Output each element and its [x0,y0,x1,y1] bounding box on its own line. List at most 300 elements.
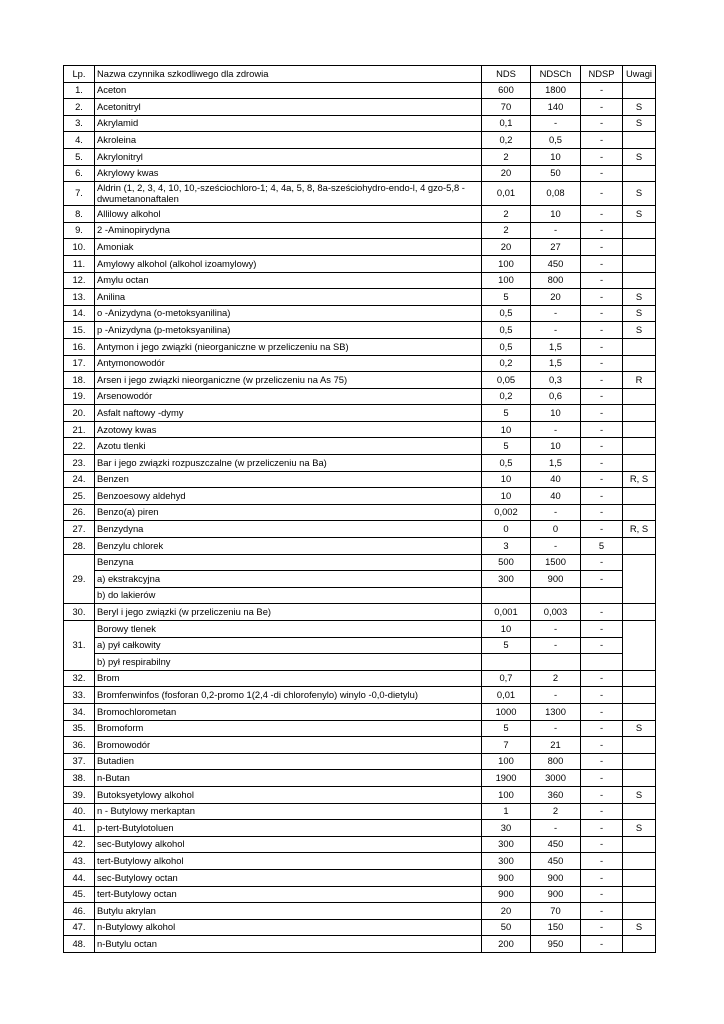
table-row [64,521,656,538]
row-ndsch: 900 [531,886,581,903]
row-ndsp: - [581,421,623,438]
row-ndsch: - [531,538,581,555]
row-nds: 900 [482,886,531,903]
row-ndsch: 10 [531,438,581,455]
row-ndsch: 20 [531,289,581,306]
row-ndsch: 21 [531,737,581,754]
row-nds: 300 [482,853,531,870]
row-uwagi: S [623,182,656,206]
table-row [64,182,656,206]
row-ndsp: - [581,504,623,521]
table-row [64,405,656,422]
header-ndsp: NDSP [581,66,623,83]
row-nds: 0,1 [482,115,531,132]
row-ndsp: - [581,753,623,770]
table-row [64,255,656,272]
row-ndsch: 0,08 [531,182,581,206]
row-uwagi [623,355,656,372]
row-uwagi [623,554,656,604]
row-ndsch [531,587,581,604]
row-ndsp: - [581,305,623,322]
row-uwagi [623,488,656,505]
row-lp: 28. [64,538,95,555]
header-row [64,66,656,83]
row-ndsp: - [581,182,623,206]
row-ndsp: - [581,853,623,870]
row-nds: 7 [482,737,531,754]
table-row [64,687,656,704]
row-ndsp: - [581,670,623,687]
row-nds: 10 [482,488,531,505]
row-nds: 10 [482,621,531,638]
row-uwagi [623,388,656,405]
row-lp: 17. [64,355,95,372]
table-row [64,886,656,903]
table-row [64,322,656,339]
row-ndsch: 1300 [531,703,581,720]
table-row [64,99,656,116]
row-ndsp: - [581,936,623,953]
exposure-limits-table [63,65,656,953]
row-ndsch: 800 [531,272,581,289]
table-row [64,388,656,405]
row-nds: 50 [482,919,531,936]
table-row [64,654,656,671]
row-uwagi [623,239,656,256]
table-row [64,372,656,389]
row-name: Bromfenwinfos (fosforan 0,2-promo 1(2,4 -di chlorofenylo) winylo -0,0-dietylu) [95,687,482,704]
row-ndsch: 2 [531,803,581,820]
table-row [64,488,656,505]
row-uwagi: S [623,99,656,116]
row-uwagi [623,936,656,953]
row-ndsch: 1,5 [531,338,581,355]
row-ndsch: - [531,820,581,837]
row-uwagi [623,255,656,272]
table-row [64,554,656,571]
row-ndsch: - [531,621,581,638]
row-uwagi [623,405,656,422]
row-ndsch: 950 [531,936,581,953]
row-lp: 25. [64,488,95,505]
table-row [64,132,656,149]
table-row [64,289,656,306]
row-uwagi: S [623,206,656,223]
row-lp: 40. [64,803,95,820]
table-row [64,637,656,654]
row-ndsch: 1500 [531,554,581,571]
header-name: Nazwa czynnika szkodliwego dla zdrowia [95,66,482,83]
table-row [64,82,656,99]
row-ndsp: - [581,206,623,223]
table-row [64,504,656,521]
row-uwagi [623,836,656,853]
row-nds: 2 [482,222,531,239]
table-row [64,703,656,720]
row-ndsp: - [581,919,623,936]
row-name: Asfalt naftowy -dymy [95,405,482,422]
row-name: Arsen i jego związki nieorganiczne (w przeliczeniu na As 75) [95,372,482,389]
row-uwagi [623,687,656,704]
row-ndsch: 2 [531,670,581,687]
row-name: a) ekstrakcyjna [95,571,482,588]
row-ndsch: - [531,637,581,654]
header-uwagi: Uwagi [623,66,656,83]
row-uwagi: S [623,820,656,837]
row-ndsp: - [581,770,623,787]
table-row [64,272,656,289]
row-uwagi [623,222,656,239]
row-lp: 32. [64,670,95,687]
row-name: Benzydyna [95,521,482,538]
row-ndsch: 150 [531,919,581,936]
row-name: Amoniak [95,239,482,256]
row-lp: 38. [64,770,95,787]
row-lp: 10. [64,239,95,256]
row-name: Bar i jego związki rozpuszczalne (w przeliczeniu na Ba) [95,455,482,472]
row-uwagi [623,272,656,289]
row-name: n - Butylowy merkaptan [95,803,482,820]
row-name: sec-Butylowy alkohol [95,836,482,853]
row-ndsp: - [581,148,623,165]
row-nds [482,587,531,604]
row-name: o -Anizydyna (o-metoksyanilina) [95,305,482,322]
row-nds: 0,2 [482,355,531,372]
row-ndsch: 0,3 [531,372,581,389]
table-row [64,621,656,638]
row-nds: 20 [482,903,531,920]
row-ndsp: - [581,272,623,289]
table-row [64,770,656,787]
row-ndsp: - [581,255,623,272]
row-ndsp: - [581,703,623,720]
row-uwagi [623,338,656,355]
row-ndsp: - [581,554,623,571]
table-row [64,587,656,604]
row-name: Akrylowy kwas [95,165,482,182]
table-row [64,239,656,256]
row-name: Azotu tlenki [95,438,482,455]
row-nds: 1000 [482,703,531,720]
row-lp: 6. [64,165,95,182]
header-lp: Lp. [64,66,95,83]
row-nds: 1900 [482,770,531,787]
row-nds: 0,2 [482,132,531,149]
row-ndsch: - [531,222,581,239]
row-name: Borowy tlenek [95,621,482,638]
row-ndsch: 450 [531,853,581,870]
row-lp: 24. [64,471,95,488]
row-uwagi [623,421,656,438]
table-row [64,471,656,488]
row-nds: 0,5 [482,338,531,355]
row-uwagi [623,670,656,687]
row-name: Benzylu chlorek [95,538,482,555]
row-nds: 100 [482,255,531,272]
row-lp: 46. [64,903,95,920]
row-name: n-Butylu octan [95,936,482,953]
row-nds: 0,5 [482,305,531,322]
row-uwagi [623,438,656,455]
row-nds: 100 [482,786,531,803]
row-name: Akrylamid [95,115,482,132]
row-ndsp: - [581,836,623,853]
row-ndsch: 27 [531,239,581,256]
row-nds: 1 [482,803,531,820]
row-lp: 11. [64,255,95,272]
row-name: tert-Butylowy alkohol [95,853,482,870]
table-row [64,720,656,737]
row-ndsch: 0,6 [531,388,581,405]
row-lp: 35. [64,720,95,737]
row-nds: 20 [482,239,531,256]
table-row [64,753,656,770]
row-uwagi [623,770,656,787]
row-ndsp: - [581,521,623,538]
table-row [64,421,656,438]
row-uwagi [623,869,656,886]
row-nds: 600 [482,82,531,99]
row-lp: 15. [64,322,95,339]
row-nds: 20 [482,165,531,182]
row-lp: 33. [64,687,95,704]
row-lp: 4. [64,132,95,149]
row-ndsp: - [581,471,623,488]
table-row [64,803,656,820]
row-lp: 22. [64,438,95,455]
row-ndsch: 0,003 [531,604,581,621]
row-ndsp: - [581,869,623,886]
row-uwagi [623,621,656,671]
row-lp: 7. [64,182,95,206]
row-uwagi: S [623,148,656,165]
row-uwagi: S [623,289,656,306]
row-uwagi [623,604,656,621]
row-ndsch: 40 [531,488,581,505]
row-nds: 5 [482,289,531,306]
row-uwagi: R, S [623,521,656,538]
row-ndsch: 900 [531,571,581,588]
row-lp: 47. [64,919,95,936]
row-ndsch: 800 [531,753,581,770]
row-ndsch: 1800 [531,82,581,99]
row-name: Butylu akrylan [95,903,482,920]
row-ndsp: - [581,165,623,182]
row-ndsp: - [581,637,623,654]
row-lp: 9. [64,222,95,239]
row-ndsp: - [581,803,623,820]
row-uwagi [623,165,656,182]
table-row [64,737,656,754]
row-lp: 2. [64,99,95,116]
row-name: Aldrin (1, 2, 3, 4, 10, 10,-sześciochloro-1; 4, 4a, 5, 8, 8a-sześciohydro-endo-l, 4 gzo-5,8 -dwumetanonaftalen [95,182,482,206]
row-uwagi [623,538,656,555]
row-nds: 0,05 [482,372,531,389]
row-nds: 200 [482,936,531,953]
row-uwagi: R [623,372,656,389]
row-lp: 5. [64,148,95,165]
row-lp: 36. [64,737,95,754]
row-nds: 5 [482,405,531,422]
row-nds: 0,002 [482,504,531,521]
row-nds: 0,01 [482,687,531,704]
row-uwagi [623,703,656,720]
row-uwagi: S [623,786,656,803]
row-lp: 20. [64,405,95,422]
row-name: a) pył całkowity [95,637,482,654]
row-nds [482,654,531,671]
row-ndsp: - [581,820,623,837]
row-uwagi: S [623,322,656,339]
row-uwagi [623,132,656,149]
row-name: Antymon i jego związki (nieorganiczne w przeliczeniu na SB) [95,338,482,355]
row-lp: 16. [64,338,95,355]
row-lp: 48. [64,936,95,953]
row-name: Bromochlorometan [95,703,482,720]
row-nds: 5 [482,637,531,654]
row-ndsp: - [581,687,623,704]
row-lp: 3. [64,115,95,132]
row-ndsch: 140 [531,99,581,116]
table-row [64,853,656,870]
table-row [64,538,656,555]
row-ndsp: - [581,239,623,256]
row-name: Benzen [95,471,482,488]
row-uwagi [623,737,656,754]
row-ndsp: - [581,289,623,306]
row-ndsp: - [581,99,623,116]
row-name: Acetonitryl [95,99,482,116]
row-ndsp: 5 [581,538,623,555]
table-row [64,355,656,372]
table-row [64,206,656,223]
row-name: Aceton [95,82,482,99]
row-ndsp: - [581,488,623,505]
row-name: tert-Butylowy octan [95,886,482,903]
row-ndsch: - [531,305,581,322]
row-ndsp: - [581,455,623,472]
table-row [64,115,656,132]
row-ndsch: 10 [531,405,581,422]
table-row [64,919,656,936]
row-lp: 19. [64,388,95,405]
row-ndsch [531,654,581,671]
row-ndsch: - [531,687,581,704]
row-uwagi: S [623,305,656,322]
row-ndsp: - [581,388,623,405]
table-row [64,222,656,239]
row-uwagi: S [623,115,656,132]
row-ndsch: 10 [531,206,581,223]
row-lp: 14. [64,305,95,322]
row-lp: 42. [64,836,95,853]
table-row [64,786,656,803]
row-lp: 29. [64,554,95,604]
row-lp: 26. [64,504,95,521]
row-lp: 31. [64,621,95,671]
row-name: Amylu octan [95,272,482,289]
row-ndsp: - [581,786,623,803]
row-nds: 2 [482,206,531,223]
row-ndsch: 1,5 [531,455,581,472]
row-ndsp: - [581,222,623,239]
row-ndsch: - [531,322,581,339]
row-lp: 34. [64,703,95,720]
row-ndsch: 450 [531,255,581,272]
row-name: Antymonowodór [95,355,482,372]
row-name: n-Butylowy alkohol [95,919,482,936]
row-nds: 500 [482,554,531,571]
row-name: b) do lakierów [95,587,482,604]
table-row [64,165,656,182]
row-uwagi [623,903,656,920]
row-ndsp: - [581,903,623,920]
row-name: Allilowy alkohol [95,206,482,223]
row-ndsch: 40 [531,471,581,488]
row-nds: 100 [482,272,531,289]
row-ndsp: - [581,737,623,754]
row-ndsp: - [581,82,623,99]
row-nds: 300 [482,836,531,853]
row-nds: 0 [482,521,531,538]
row-ndsch: - [531,720,581,737]
row-ndsp: - [581,405,623,422]
table-row [64,305,656,322]
row-name: p-tert-Butylotoluen [95,820,482,837]
row-nds: 300 [482,571,531,588]
row-name: n-Butan [95,770,482,787]
row-ndsch: 3000 [531,770,581,787]
row-uwagi [623,853,656,870]
row-name: Benzo(a) piren [95,504,482,521]
table-row [64,338,656,355]
table-row [64,820,656,837]
row-lp: 45. [64,886,95,903]
row-ndsch: 1,5 [531,355,581,372]
row-name: b) pył respirabilny [95,654,482,671]
row-lp: 43. [64,853,95,870]
row-uwagi: S [623,919,656,936]
table-row [64,670,656,687]
row-ndsch: - [531,504,581,521]
row-ndsch: 0 [531,521,581,538]
row-lp: 44. [64,869,95,886]
row-name: Benzoesowy aldehyd [95,488,482,505]
table-row [64,836,656,853]
row-ndsch: - [531,421,581,438]
row-ndsp: - [581,338,623,355]
row-nds: 10 [482,421,531,438]
row-nds: 5 [482,438,531,455]
row-lp: 13. [64,289,95,306]
row-ndsch: 900 [531,869,581,886]
row-ndsch: 360 [531,786,581,803]
row-lp: 37. [64,753,95,770]
row-ndsch: 70 [531,903,581,920]
row-ndsp: - [581,115,623,132]
row-uwagi: R, S [623,471,656,488]
row-ndsch: 50 [531,165,581,182]
header-nds: NDS [482,66,531,83]
row-ndsp: - [581,604,623,621]
row-nds: 10 [482,471,531,488]
row-ndsp: - [581,132,623,149]
row-ndsp: - [581,886,623,903]
row-ndsch: 10 [531,148,581,165]
table-row [64,604,656,621]
row-uwagi [623,753,656,770]
table-row [64,869,656,886]
